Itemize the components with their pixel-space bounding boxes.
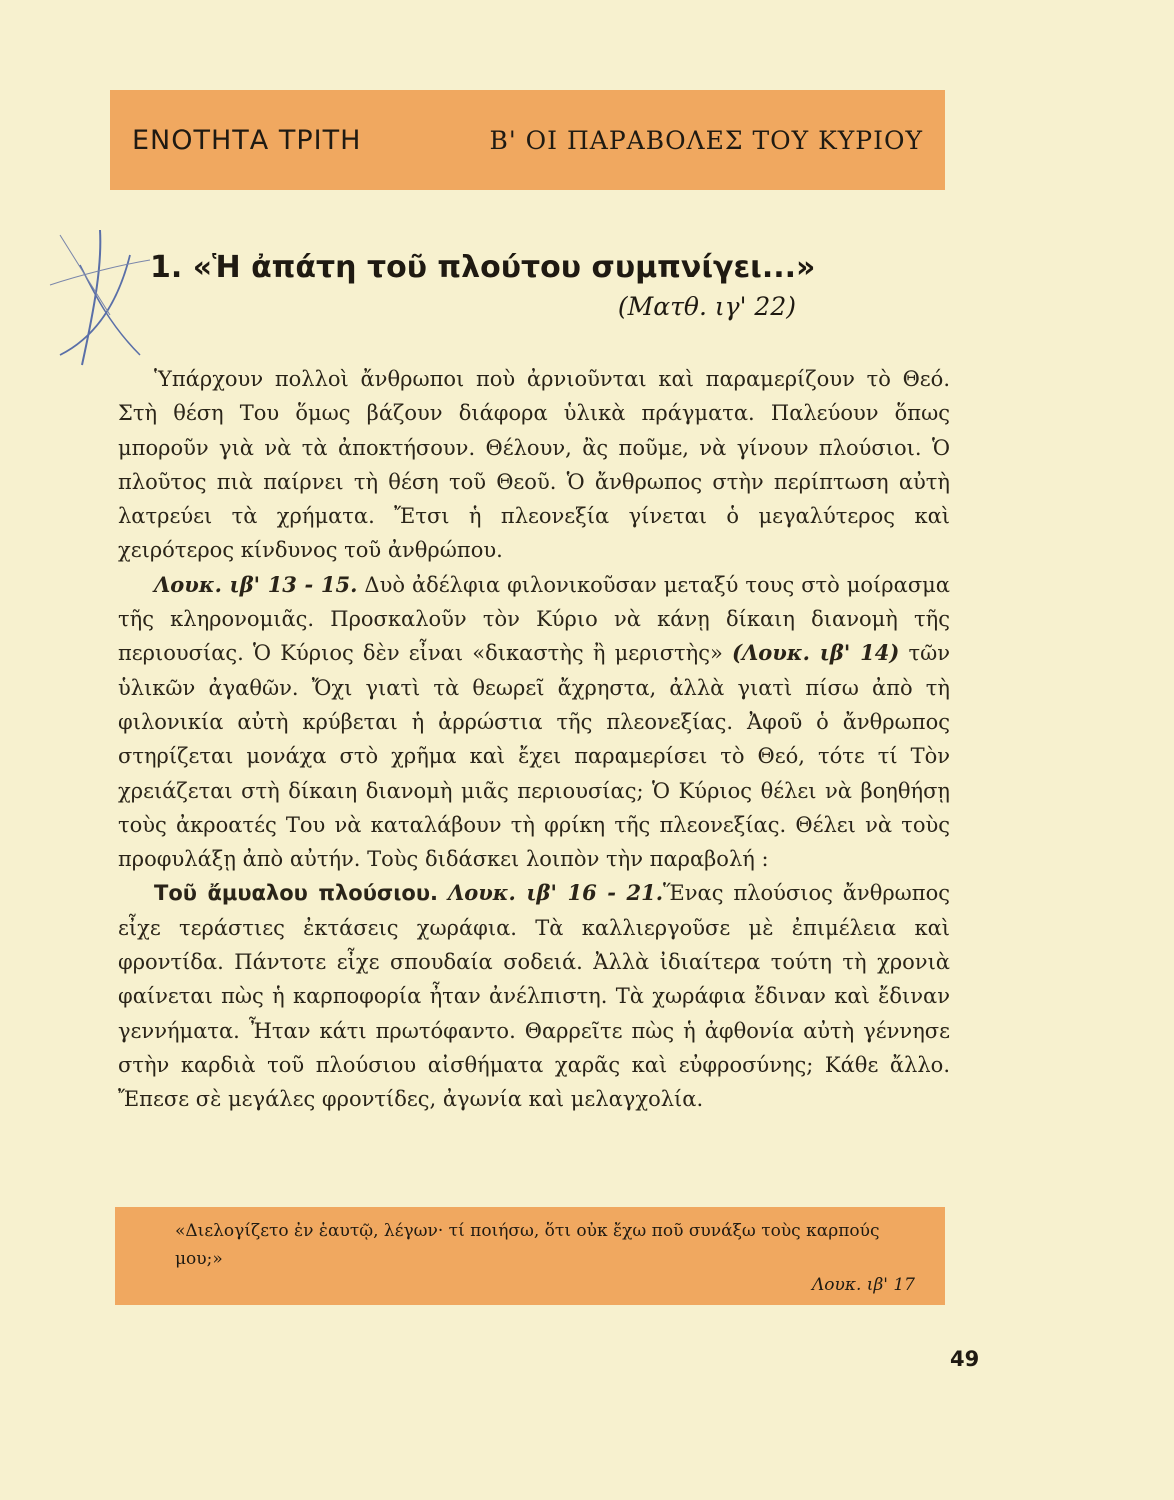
paragraph-3-text: Ἕνας πλούσιος ἄνθρωπος εἶχε τεράστιες ἐκτάσεις χωράφια. Τὰ καλλιεργοῦσε μὲ ἐπιμέλεια καὶ φροντίδα. Πάντοτε εἶχε σπουδαία σοδειά. Ἀλλὰ ἰδιαίτερα τούτη τὴ χρονιὰ φαίνεται πὼς ἡ καρποφορία ἦταν ἀνέλπιστη. Τὰ χωράφια ἔδιναν καὶ ἔδιναν γεννήματα. Ἦταν κάτι πρωτόφαντο. Θαρρεῖτε πὼς ἡ ἀφθονία αὐτὴ γέννησε στὴν καρδιὰ τοῦ πλούσιου αἰσθήματα χαρᾶς καὶ εὐφροσύνης; Κάθε ἄλλο. Ἔπεσε σὲ μεγάλες φροντίδες, ἀγωνία καὶ μελαγχολία. — [118, 881, 951, 1112]
paragraph-2-inline-reference: (Λουκ. ιβ' 14) — [732, 640, 900, 666]
paragraph-2 — [118, 568, 950, 877]
paragraph-2-text-b: τῶν ὑλικῶν ἀγαθῶν. Ὄχι γιατὶ τὰ θεωρεῖ ἄχρηστα, ἀλλὰ γιατὶ πίσω ἀπὸ τὴ φιλονικία αὐτὴ κρύβεται ἡ ἀρρώστια τῆς πλεονεξίας. Ἀφοῦ ὁ ἄνθρωπος στηρίζεται μονάχα στὸ χρῆμα καὶ ἔχει παραμερίσει τὸ Θεό, τότε τί Τὸν χρειάζεται στὴ δίκαιη διανομὴ μιᾶς περιουσίας; Ὁ Κύριος θέλει νὰ βοηθήσῃ τοὺς ἀκροατές Του νὰ καταλάβουν τὴ φρίκη τῆς πλεονεξίας. Θέλει νὰ τοὺς προφυλάξῃ ἀπὸ αὐτήν. Τοὺς διδάσκει λοιπὸν τὴν παραβολή : — [118, 641, 950, 872]
page-number: 49 — [950, 1347, 980, 1371]
header-band — [110, 90, 945, 190]
body-text — [118, 362, 950, 1117]
section-title: 1. «Ἡ ἀπάτη τοῦ πλούτου συμπνίγει...» — [150, 250, 816, 285]
paragraph-1: Ὑπάρχουν πολλοὶ ἄνθρωποι ποὺ ἀρνιοῦνται καὶ παραμερίζουν τὸ Θεό. Στὴ θέση Του ὅμως βάζουν διάφορα ὑλικὰ πράγματα. Παλεύουν ὅπως μποροῦν γιὰ νὰ τὰ ἀποκτήσουν. Θέλουν, ἂς ποῦμε, νὰ γίνουν πλούσιοι. Ὁ πλοῦτος πιὰ παίρνει τὴ θέση τοῦ Θεοῦ. Ὁ ἄνθρωπος στὴν περίπτωση αὐτὴ λατρεύει τὰ χρήματα. Ἔτσι ἡ πλεονεξία γίνεται ὁ μεγαλύτερος καὶ χειρότερος κίνδυνος τοῦ ἀνθρώπου. — [118, 367, 950, 563]
quote-reference: Λουκ. ιβ' 17 — [811, 1275, 915, 1295]
paragraph-3-reference: Λουκ. ιβ' 16 - 21. — [447, 880, 664, 906]
paragraph-2-reference: Λουκ. ιβ' 13 - 15. — [154, 571, 358, 597]
pencil-mark-icon — [40, 225, 160, 375]
chapter-label: Β' ΟΙ ΠΑΡΑΒΟΛΕΣ ΤΟΥ ΚΥΡΙΟΥ — [489, 125, 923, 155]
section-reference: (Ματθ. ιγ' 22) — [617, 292, 796, 321]
paragraph-3 — [118, 876, 950, 1116]
quote-band — [115, 1207, 945, 1305]
unit-label: ΕΝΟΤΗΤΑ ΤΡΙΤΗ — [132, 124, 362, 156]
quote-text: «Διελογίζετο ἐν ἑαυτῷ, λέγων· τί ποιήσω, ὅτι οὐκ ἔχω ποῦ συνάξω τοὺς καρπούς μου;» — [175, 1221, 880, 1269]
paragraph-2-text-a: Δυὸ ἀδέλφια φιλονικοῦσαν μεταξύ τους στὸ μοίρασμα τῆς κληρονομιᾶς. Προσκαλοῦν τὸν Κύριο νὰ κάνῃ δίκαιη διανομὴ τῆς περιουσίας. Ὁ Κύριος δὲν εἶναι «δικαστὴς ἢ μεριστὴς» — [118, 572, 950, 666]
parable-heading: Τοῦ ἄμυαλου πλούσιου. — [154, 881, 439, 906]
